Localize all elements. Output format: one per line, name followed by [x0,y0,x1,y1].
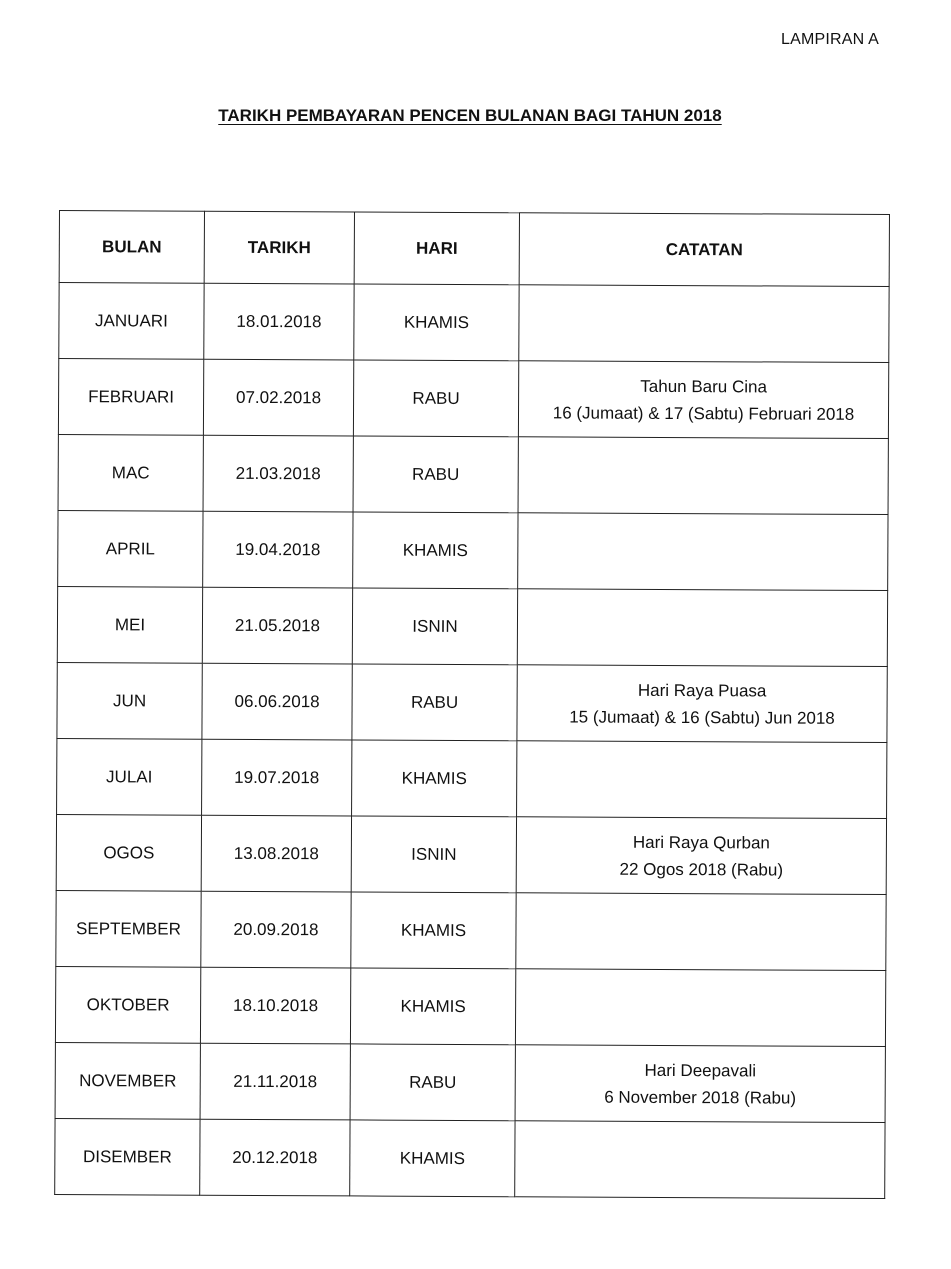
cell-tarikh: 18.01.2018 [204,283,354,360]
cell-catatan [516,817,886,895]
cell-bulan: FEBRUARI [58,359,203,436]
cell-hari: RABU [350,1044,515,1121]
cell-catatan [516,893,886,971]
table-row [58,359,888,439]
catatan-line: Hari Raya Puasa [637,680,767,700]
cell-bulan: DISEMBER [55,1118,200,1195]
table-row [55,966,885,1046]
cell-hari: KHAMIS [350,1120,515,1197]
catatan-line [522,1007,879,1009]
catatan-line [522,1007,879,1009]
cell-hari: KHAMIS [351,892,516,969]
cell-bulan: JULAI [57,738,202,815]
cell-catatan [518,361,888,439]
cell-tarikh: 20.09.2018 [201,891,351,968]
catatan-line [525,475,882,477]
cell-bulan: MEI [57,586,202,663]
cell-hari: KHAMIS [353,512,518,589]
table-row [58,510,888,590]
table-row [57,738,887,818]
cell-bulan: APRIL [58,510,203,587]
cell-catatan [515,969,885,1047]
cell-bulan: OGOS [56,814,201,891]
cell-catatan [517,741,887,819]
catatan-line: Hari Raya Qurban [632,832,770,852]
cell-hari: RABU [353,436,518,513]
cell-hari: KHAMIS [350,968,515,1045]
catatan-line: 22 Ogos 2018 (Rabu) [619,859,784,880]
payment-schedule-table [54,210,890,1199]
cell-catatan [517,589,887,667]
lampiran-label: LAMPIRAN A [780,31,879,48]
catatan-line [521,1159,878,1161]
table-row [57,586,887,666]
cell-tarikh: 13.08.2018 [201,815,351,892]
cell-bulan: NOVEMBER [55,1042,200,1119]
catatan-line [524,551,881,553]
catatan-line [525,475,882,477]
catatan-line [524,627,881,629]
table-row [57,662,887,742]
cell-catatan [515,1121,885,1199]
catatan-line [522,931,879,933]
catatan-line [521,1159,878,1161]
table-row [56,814,886,894]
cell-hari: ISNIN [351,816,516,893]
cell-catatan [517,665,887,743]
column-header-tarikh: TARIKH [204,211,354,284]
cell-tarikh: 21.11.2018 [200,1043,350,1120]
cell-tarikh: 20.12.2018 [200,1119,350,1196]
cell-bulan: OKTOBER [55,966,200,1043]
document-title: TARIKH PEMBAYARAN PENCEN BULANAN BAGI TAHUN 2018 [218,106,722,125]
catatan-line: Hari Deepavali [644,1060,757,1080]
catatan-line [525,323,882,325]
cell-bulan: SEPTEMBER [56,890,201,967]
catatan-line: Tahun Baru Cina [640,376,768,396]
cell-catatan [519,285,889,363]
table-header-row [59,211,889,287]
cell-hari: RABU [353,360,518,437]
cell-tarikh: 07.02.2018 [203,359,353,436]
catatan-line: 16 (Jumaat) & 17 (Sabtu) Februari 2018 [552,402,855,424]
catatan-line [522,931,879,933]
cell-hari: KHAMIS [354,284,519,361]
cell-hari: RABU [352,664,517,741]
cell-tarikh: 06.06.2018 [202,663,352,740]
table-row [56,890,886,970]
cell-tarikh: 18.10.2018 [200,967,350,1044]
catatan-line: 6 November 2018 (Rabu) [604,1087,797,1108]
catatan-line [523,779,880,781]
cell-bulan: JUN [57,662,202,739]
catatan-line [525,323,882,325]
cell-catatan [518,513,888,591]
cell-catatan [518,437,888,515]
column-header-bulan: BULAN [59,211,204,284]
cell-tarikh: 21.05.2018 [202,587,352,664]
table-row [55,1042,885,1122]
table-row [55,1118,885,1198]
cell-hari: ISNIN [352,588,517,665]
catatan-line: 15 (Jumaat) & 16 (Sabtu) Jun 2018 [569,706,835,728]
payment-schedule-table-wrapper [54,210,889,1199]
table-row [59,283,889,363]
cell-tarikh: 21.03.2018 [203,435,353,512]
cell-bulan: JANUARI [59,283,204,360]
cell-catatan [515,1045,885,1123]
cell-tarikh: 19.07.2018 [202,739,352,816]
cell-tarikh: 19.04.2018 [203,511,353,588]
catatan-line [524,551,881,553]
table-row [58,434,888,514]
cell-hari: KHAMIS [352,740,517,817]
column-header-catatan: CATATAN [519,213,889,287]
catatan-line [524,627,881,629]
column-header-hari: HARI [354,212,519,285]
catatan-line [523,779,880,781]
cell-bulan: MAC [58,434,203,511]
